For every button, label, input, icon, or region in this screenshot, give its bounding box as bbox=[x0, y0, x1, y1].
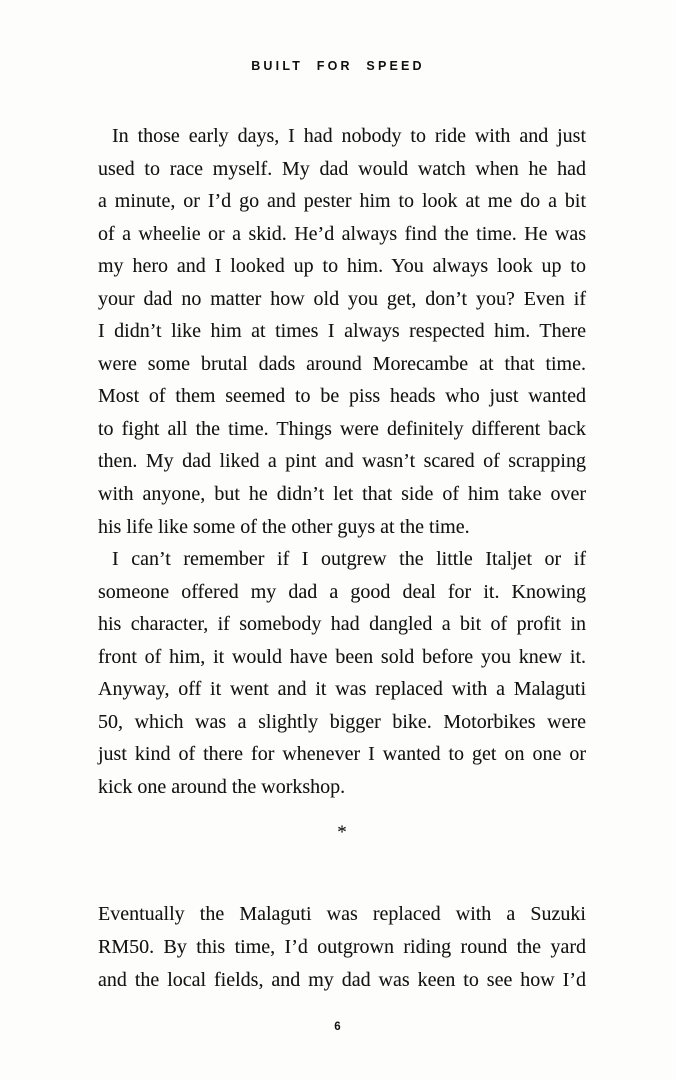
text-line: someone offered my dad a good deal for it. Knowing bbox=[98, 580, 586, 603]
section-separator: * bbox=[337, 822, 347, 844]
paragraph bbox=[98, 543, 586, 803]
text-line: RM50. By this time, I’d outgrown riding round the yard bbox=[98, 936, 586, 959]
text-line: of a wheelie or a skid. He’d always find the time. He was bbox=[98, 222, 586, 245]
paragraph bbox=[98, 120, 586, 543]
running-header: BUILT FOR SPEED bbox=[251, 59, 425, 73]
text-line: were some brutal dads around Morecambe at that time. bbox=[98, 352, 586, 375]
text-line: your dad no matter how old you get, don’t you? Even if bbox=[98, 287, 586, 310]
text-line: front of him, it would have been sold before you knew it. bbox=[98, 645, 586, 668]
text-line: Eventually the Malaguti was replaced with a Suzuki bbox=[98, 903, 586, 926]
text-line: with anyone, but he didn’t let that side of him take over bbox=[98, 483, 586, 506]
text-line: Anyway, off it went and it was replaced with a Malaguti bbox=[98, 678, 586, 701]
page-body bbox=[98, 120, 586, 996]
text-line: I can’t remember if I outgrew the little Italjet or if bbox=[112, 548, 586, 571]
text-line: to fight all the time. Things were definitely different back bbox=[98, 417, 586, 440]
page-number: 6 bbox=[334, 1021, 342, 1033]
text-line: his life like some of the other guys at the time. bbox=[98, 515, 470, 538]
text-line: his character, if somebody had dangled a bit of profit in bbox=[98, 613, 586, 636]
text-line: kick one around the workshop. bbox=[98, 775, 346, 798]
text-line: my hero and I looked up to him. You always look up to bbox=[98, 255, 586, 278]
text-line: a minute, or I’d go and pester him to look at me do a bit bbox=[98, 190, 586, 213]
text-line: just kind of there for whenever I wanted to get on one or bbox=[98, 743, 586, 766]
text-line: Most of them seemed to be piss heads who just wanted bbox=[98, 385, 586, 408]
text-line: In those early days, I had nobody to ride with and just bbox=[112, 125, 586, 147]
text-line: and the local fields, and my dad was keen to see how I’d bbox=[98, 968, 586, 991]
text-line: 50, which was a slightly bigger bike. Motorbikes were bbox=[98, 710, 586, 733]
text-line: then. My dad liked a pint and wasn’t scared of scrapping bbox=[98, 450, 586, 473]
paragraph bbox=[98, 898, 586, 996]
text-line: used to race myself. My dad would watch when he had bbox=[98, 157, 586, 180]
text-line: I didn’t like him at times I always respected him. There bbox=[98, 320, 586, 343]
